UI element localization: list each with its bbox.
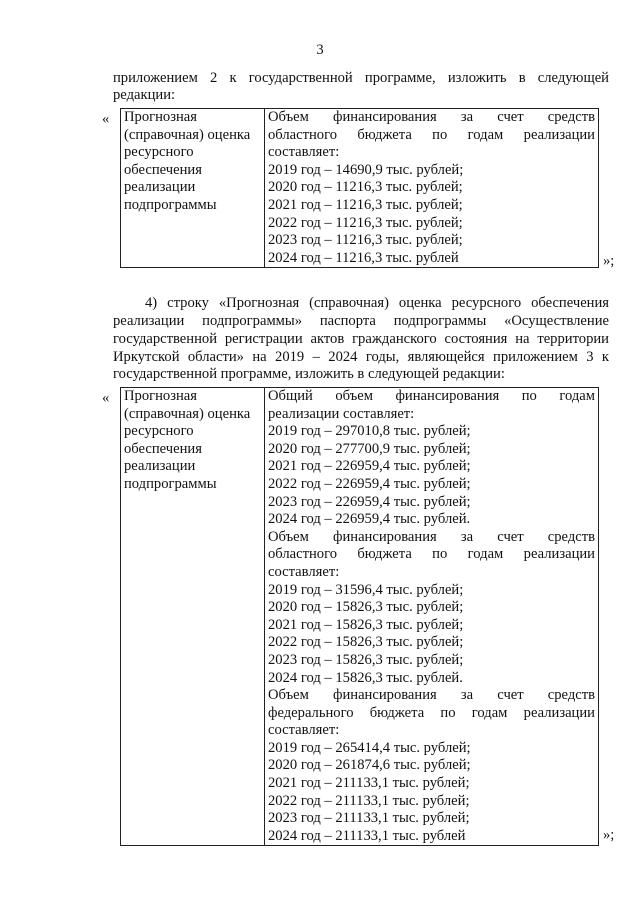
table1-label-line: обеспечения [124,161,202,178]
table2-value-line: 2020 год – 15826,3 тыс. рублей; [268,599,464,616]
table1-value-line: 2022 год – 11216,3 тыс. рублей; [268,214,463,231]
table2-value-line: федерального бюджета по годам реализации [268,704,595,721]
table1-value-line: 2021 год – 11216,3 тыс. рублей; [268,196,463,213]
table2-value-line: 2021 год – 211133,1 тыс. рублей; [268,775,470,792]
table2-value-line: 2022 год – 15826,3 тыс. рублей; [268,634,464,651]
table1-value-cell [265,109,599,268]
table2-value-line: 2021 год – 15826,3 тыс. рублей; [268,616,464,633]
table2-value-line: составляет: [268,563,340,580]
para4-line-3: государственной регистрации актов гражданского состояния на территории [113,331,609,347]
table2-value-line: Общий объем финансирования по годам [268,388,595,404]
table1 [120,108,599,268]
table1-value-line: 2024 год – 11216,3 тыс. рублей [268,249,459,266]
table2-value-line: Объем финансирования за счет средств [268,687,595,704]
table2-row [121,388,599,846]
table2-value-line: 2024 год – 226959,4 тыс. рублей. [268,511,471,528]
para4-line-1: 4) строку «Прогнозная (справочная) оценка ресурсного обеспечения [145,295,609,311]
table2-value-line: 2022 год – 211133,1 тыс. рублей; [268,792,470,809]
table2-label-line: реализации [124,458,196,475]
table2-value-line: Объем финансирования за счет средств [268,528,595,545]
table2-value-line: реализации составляет: [268,405,415,422]
table2-label-line: подпрограммы [124,475,217,492]
table2-value-line: 2019 год – 265414,4 тыс. рублей; [268,739,471,756]
table1-value-line: 2023 год – 11216,3 тыс. рублей; [268,232,463,249]
table2-label-line: ресурсного [124,423,194,440]
table1-label-line: ресурсного [124,144,194,161]
table2-value-line: 2024 год – 211133,1 тыс. рублей [268,827,466,844]
table1-open-quote: « [102,111,110,127]
para4-line-5: государственной программе, изложить в следующей редакции: [113,366,505,382]
intro-line-2: редакции: [113,87,176,103]
table1-label-line: реализации [124,179,196,196]
table1-close-quote: »; [603,253,615,269]
table2 [120,387,599,846]
para4-line-2: реализации подпрограммы» паспорта подпрограммы «Осуществление [113,313,609,329]
intro-line-1: приложением 2 к государственной программе, изложить в следующей [113,70,609,86]
table2-value-line: 2021 год – 226959,4 тыс. рублей; [268,458,471,475]
table2-value-line: 2020 год – 277700,9 тыс. рублей; [268,440,471,457]
table2-value-line: 2024 год – 15826,3 тыс. рублей. [268,669,463,686]
table2-label-cell [121,388,265,846]
table2-label-line: Прогнозная [124,388,197,404]
table2-value-line: составляет: [268,722,340,739]
table1-label-line: подпрограммы [124,196,217,213]
table2-value-line: 2023 год – 15826,3 тыс. рублей; [268,651,464,668]
table2-value-line: 2023 год – 211133,1 тыс. рублей; [268,810,470,827]
table1-label-line: (справочная) оценка [124,126,251,143]
para4-line-4: Иркутской области» на 2019 – 2024 годы, являющейся приложением 3 к [113,349,609,365]
table1-row [121,109,599,268]
table2-value-line: 2022 год – 226959,4 тыс. рублей; [268,475,471,492]
table1-value-line: 2020 год – 11216,3 тыс. рублей; [268,179,463,196]
table1-value-line: 2019 год – 14690,9 тыс. рублей; [268,161,464,178]
table2-value-line: 2019 год – 31596,4 тыс. рублей; [268,581,464,598]
table2-value-line: 2020 год – 261874,6 тыс. рублей; [268,757,471,774]
table2-label-line: обеспечения [124,440,202,457]
table1-label-cell [121,109,265,268]
table1-value-line: составляет: [268,144,340,161]
table2-value-line: 2019 год – 297010,8 тыс. рублей; [268,423,471,440]
table2-label-line: (справочная) оценка [124,405,251,422]
table2-value-line: областного бюджета по годам реализации [268,546,595,563]
table2-value-cell [265,388,599,846]
table2-open-quote: « [102,390,110,406]
table2-close-quote: »; [603,827,615,843]
page-number: 3 [316,42,324,58]
table2-value-line: 2023 год – 226959,4 тыс. рублей; [268,493,471,510]
table1-label-line: Прогнозная [124,109,197,125]
table1-value-line: Объем финансирования за счет средств [268,109,595,125]
table1-value-line: областного бюджета по годам реализации [268,126,595,143]
